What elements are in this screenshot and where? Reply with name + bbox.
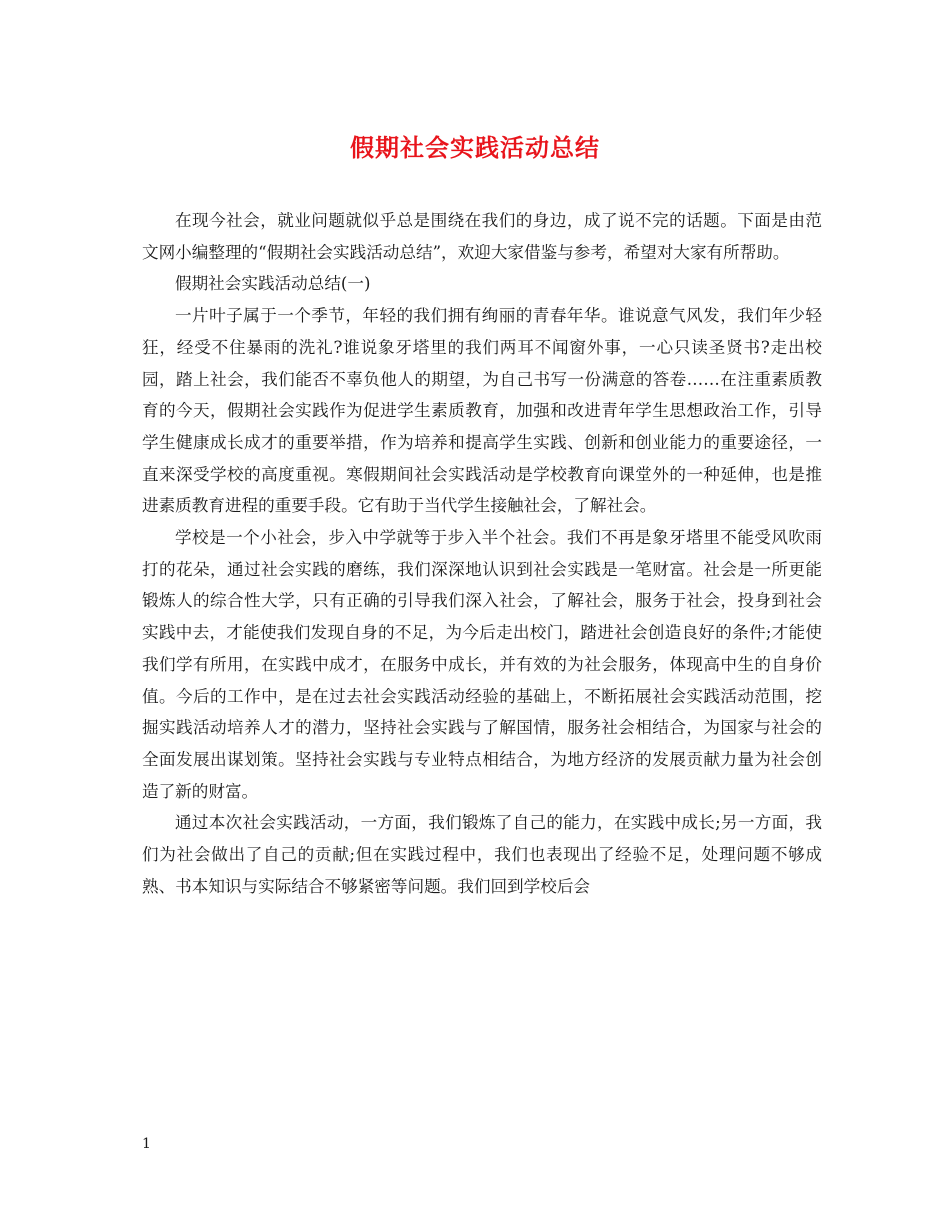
page-number: 1: [142, 1136, 151, 1152]
body-paragraph: 一片叶子属于一个季节，年轻的我们拥有绚丽的青春年华。谁说意气风发，我们年少轻狂，经受不住暴雨的洗礼?谁说象牙塔里的我们两耳不闻窗外事，一心只读圣贤书?走出校园，踏上社会，我们能否不辜负他人的期望，为自己书写一份满意的答卷……在注重素质教育的今天，假期社会实践作为促进学生素质教育，加强和改进青年学生思想政治工作，引导学生健康成长成才的重要举措，作为培养和提高学生实践、创新和创业能力的重要途径，一直来深受学校的高度重视。寒假期间社会实践活动是学校教育向课堂外的一种延伸，也是推进素质教育进程的重要手段。它有助于当代学生接触社会，了解社会。: [142, 306, 822, 516]
body-paragraph: 学校是一个小社会，步入中学就等于步入半个社会。我们不再是象牙塔里不能受风吹雨打的花朵，通过社会实践的磨练，我们深深地认识到社会实践是一笔财富。社会是一所更能锻炼人的综合性大学，只有正确的引导我们深入社会，了解社会，服务于社会，投身到社会实践中去，才能使我们发现自身的不足，为今后走出校门，踏进社会创造良好的条件;才能使我们学有所用，在实践中成才，在服务中成长，并有效的为社会服务，体现高中生的自身价值。今后的工作中，是在过去社会实践活动经验的基础上，不断拓展社会实践活动范围，挖掘实践活动培养人才的潜力，坚持社会实践与了解国情，服务社会相结合，为国家与社会的全面发展出谋划策。坚持社会实践与专业特点相结合，为地方经济的发展贡献力量为社会创造了新的财富。: [142, 528, 822, 801]
intro-paragraph: 在现今社会，就业问题就似乎总是围绕在我们的身边，成了说不完的话题。下面是由范文网小编整理的“假期社会实践活动总结”，欢迎大家借鉴与参考，希望对大家有所帮助。: [142, 211, 822, 262]
body-paragraph: 通过本次社会实践活动，一方面，我们锻炼了自己的能力，在实践中成长;另一方面，我们为社会做出了自己的贡献;但在实践过程中，我们也表现出了经验不足，处理问题不够成熟、书本知识与实际结合不够紧密等问题。我们回到学校后会: [142, 813, 822, 896]
document-body: [142, 205, 822, 902]
document-title: 假期社会实践活动总结: [350, 133, 600, 162]
section-heading: 假期社会实践活动总结(一): [175, 274, 371, 294]
